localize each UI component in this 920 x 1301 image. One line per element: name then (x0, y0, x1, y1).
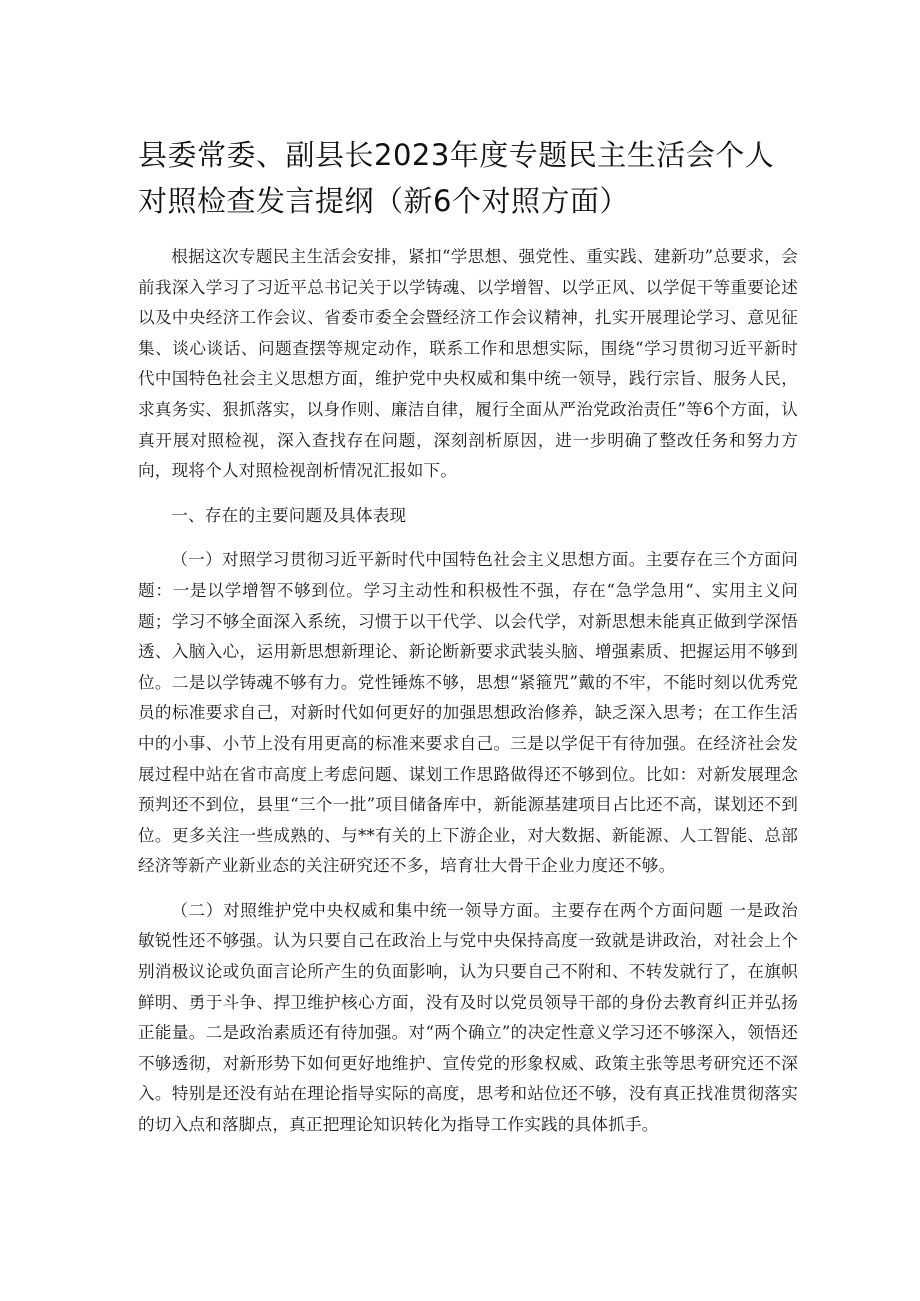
document-title: 县委常委、副县长2023年度专题民主生活会个人对照检查发言提纲（新6个对照方面） (138, 138, 775, 218)
document-body (138, 242, 798, 1141)
section-heading-problems: 一、存在的主要问题及具体表现 (171, 505, 407, 525)
intro-paragraph: 根据这次专题民主生活会安排，紧扣“学思想、强党性、重实践、建新功”总要求，会前我深入学习了习近平总书记关于以学铸魂、以学增智、以学正风、以学促干等重要论述以及中央经济工作会议、省委市委全会暨经济工作会议精神，扎实开展理论学习、意见征集、谈心谈话、问题查摆等规定动作，联系工作和思想实际，围绕“学习贯彻习近平新时代中国特色社会主义思想方面，维护党中央权威和集中统一领导，践行宗旨、服务人民，求真务实、狠抓落实，以身作则、廉洁自律，履行全面从严治党政治责任”等6个方面，认真开展对照检视，深入查找存在问题，深刻剖析原因，进一步明确了整改任务和努力方向，现将个人对照检视剖析情况汇报如下。 (138, 247, 798, 481)
section-1-paragraph: （一）对照学习贯彻习近平新时代中国特色社会主义思想方面。主要存在三个方面问题：一是以学增智不够到位。学习主动性和积极性不强，存在“急学急用“、实用主义问题；学习不够全面深入系统，习惯于以干代学、以会代学，对新思想未能真正做到学深悟透、入脑入心，运用新思想新理论、新论断新要求武装头脑、增强素质、把握运用不够到位。二是以学铸魂不够有力。党性锤炼不够，思想“紧箍咒”戴的不牢，不能时刻以优秀党员的标准要求自己，对新时代如何更好的加强思想政治修养，缺乏深入思考；在工作生活中的小事、小节上没有用更高的标准来要求自己。三是以学促干有待加强。在经济社会发展过程中站在省市高度上考虑问题、谋划工作思路做得还不够到位。比如：对新发展理念预判还不到位，县里“三个一批”项目储备库中，新能源基建项目占比还不高，谋划还不到位。更多关注一些成熟的、与**有关的上下游企业，对大数据、新能源、人工智能、总部经济等新产业新业态的关注研究还不多，培育壮大骨干企业力度还不够。 (138, 550, 798, 876)
section-2-paragraph: （二）对照维护党中央权威和集中统一领导方面。主要存在两个方面问题 一是政治敏锐性还不够强。认为只要自己在政治上与党中央保持高度一致就是讲政治，对社会上个别消极议论或负面言论所产生的负面影响，认为只要自己不附和、不转发就行了，在旗帜鲜明、勇于斗争、捍卫维护核心方面，没有及时以党员领导干部的身份去教育纠正并弘扬正能量。二是政治素质还有待加强。对“两个确立”的决定性意义学习还不够深入，领悟还不够透彻，对新形势下如何更好地维护、宣传党的形象权威、政策主张等思考研究还不深入。特别是还没有站在理论指导实际的高度，思考和站位还不够，没有真正找准贯彻落实的切入点和落脚点，真正把理论知识转化为指导工作实践的具体抓手。 (138, 900, 798, 1135)
